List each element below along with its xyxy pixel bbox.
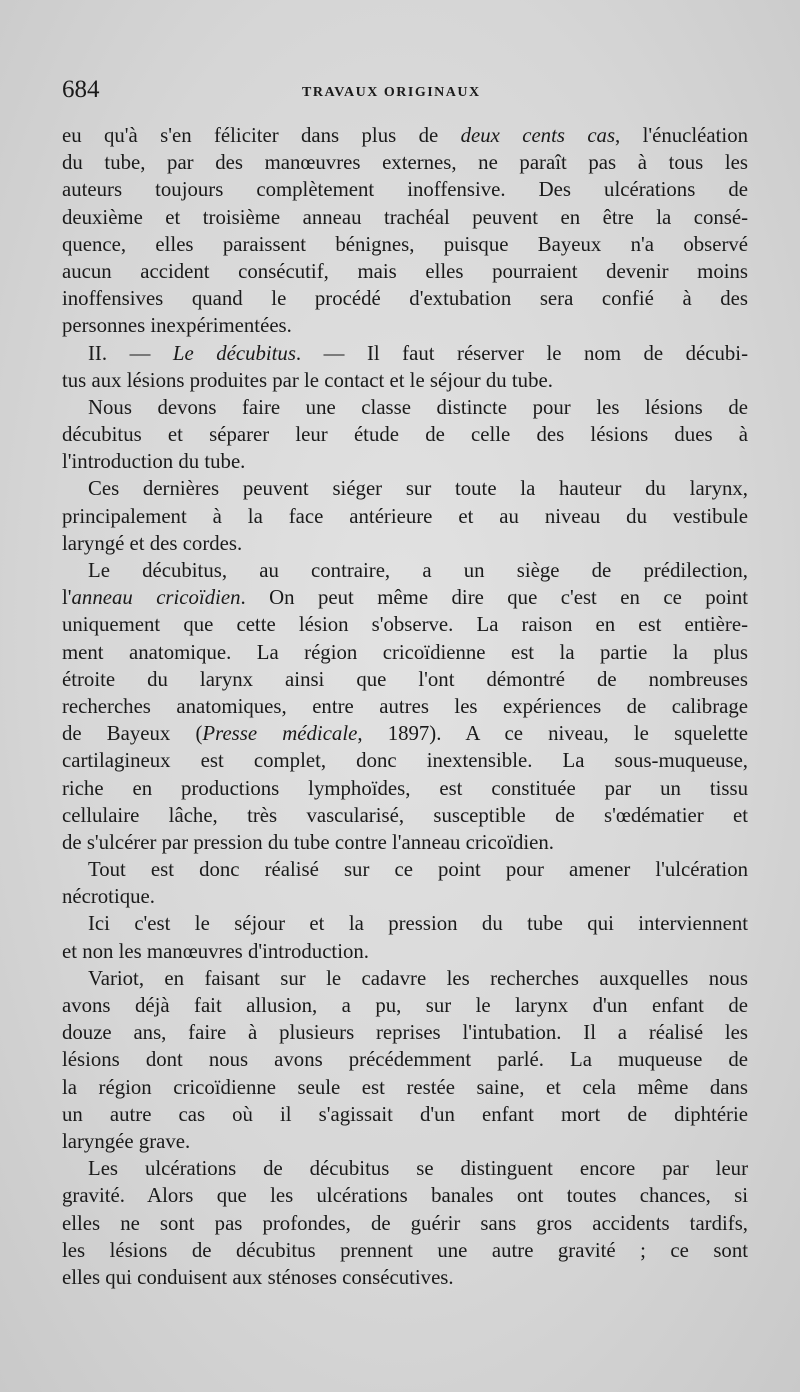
text-line (62, 829, 748, 856)
text-line (62, 475, 748, 502)
page-number: 684 (62, 76, 100, 103)
text-line (62, 1046, 748, 1073)
text-segment: cartilagineux est complet, donc inextensible. La sous-muqueuse, (62, 749, 748, 773)
text-line (62, 1128, 748, 1155)
text-segment: principalement à la face antérieure et au niveau du vestibule (62, 504, 748, 528)
text-segment: uniquement que cette lésion s'observe. La raison en est entière- (62, 613, 748, 637)
text-line (62, 421, 748, 448)
text-line (62, 883, 748, 910)
text-line (62, 204, 748, 231)
italic-text: Le décubitus (172, 341, 296, 365)
text-line (62, 1237, 748, 1264)
text-line (62, 938, 748, 965)
text-segment: II. — (88, 341, 173, 365)
text-segment: eu qu'à s'en féliciter dans plus de (62, 124, 461, 147)
text-line (62, 1264, 748, 1291)
text-segment: la région cricoïdienne seule est restée saine, et cela même dans (62, 1075, 748, 1099)
text-line (62, 1155, 748, 1182)
text-segment: , l'énucléation (615, 124, 748, 147)
text-line (62, 149, 748, 176)
text-segment: nécrotique. (62, 885, 155, 909)
text-line (62, 747, 748, 774)
text-segment: recherches anatomiques, entre autres les expériences de calibrage (62, 694, 748, 718)
text-segment: riche en productions lymphoïdes, est constituée par un tissu (62, 776, 748, 800)
text-line (62, 584, 748, 611)
text-segment: tus aux lésions produites par le contact et le séjour du tube. (62, 368, 553, 392)
text-segment: un autre cas où il s'agissait d'un enfant mort de diphtérie (62, 1102, 748, 1126)
text-segment: lésions dont nous avons précédemment parlé. La muqueuse de (62, 1048, 748, 1072)
text-segment: aucun accident consécutif, mais elles pourraient devenir moins (62, 259, 748, 283)
text-segment: auteurs toujours complètement inoffensive. Des ulcérations de (62, 178, 748, 202)
text-line (62, 1210, 748, 1237)
text-segment: , 1897). A ce niveau, le squelette (357, 722, 748, 746)
text-line (62, 693, 748, 720)
text-segment: cellulaire lâche, très vascularisé, susceptible de s'œdématier et (62, 803, 748, 827)
text-line (62, 1101, 748, 1128)
text-segment: et non les manœuvres d'introduction. (62, 939, 369, 963)
text-segment: elles qui conduisent aux sténoses consécutives. (62, 1265, 454, 1289)
text-line (62, 503, 748, 530)
text-segment: douze ans, faire à plusieurs reprises l'intubation. Il a réalisé les (62, 1021, 748, 1045)
text-line (62, 639, 748, 666)
text-line (62, 285, 748, 312)
text-segment: de Bayeux ( (62, 722, 203, 746)
text-segment: gravité. Alors que les ulcérations banales ont toutes chances, si (62, 1184, 748, 1208)
text-segment: laryngé et des cordes. (62, 531, 243, 555)
text-segment: elles ne sont pas profondes, de guérir sans gros accidents tardifs, (62, 1211, 748, 1235)
text-line (62, 530, 748, 557)
text-line (62, 611, 748, 638)
text-line (62, 394, 748, 421)
text-line (62, 992, 748, 1019)
text-segment: ment anatomique. La région cricoïdienne est la partie la plus (62, 640, 748, 664)
text-line (62, 367, 748, 394)
text-line (62, 231, 748, 258)
text-segment: Variot, en faisant sur le cadavre les recherches auxquelles nous (88, 966, 748, 990)
text-line (62, 802, 748, 829)
text-segment: Tout est donc réalisé sur ce point pour amener l'ulcération (88, 858, 748, 882)
text-segment: l' (62, 586, 72, 610)
text-segment: . On peut même dire que c'est en ce point (240, 586, 748, 610)
text-segment: Nous devons faire une classe distincte pour les lésions de (88, 395, 748, 419)
text-segment: Ici c'est le séjour et la pression du tube qui interviennent (88, 912, 748, 936)
text-segment: étroite du larynx ainsi que l'ont démontré de nombreuses (62, 667, 748, 691)
text-segment: . — Il faut réserver le nom de décubi- (295, 341, 749, 365)
text-segment: décubitus et séparer leur étude de celle des lésions dues à (62, 423, 748, 447)
text-segment: du tube, par des manœuvres externes, ne paraît pas à tous les (62, 151, 748, 175)
text-segment: Les ulcérations de décubitus se distinguent encore par leur (88, 1157, 748, 1181)
text-line (62, 1074, 748, 1101)
text-line (62, 1019, 748, 1046)
text-segment: personnes inexpérimentées. (62, 314, 292, 338)
text-line (62, 340, 748, 367)
text-line (62, 557, 748, 584)
text-segment: Le décubitus, au contraire, a un siège de prédilection, (88, 559, 748, 582)
text-line (62, 666, 748, 693)
text-line (62, 775, 748, 802)
text-segment: quence, elles paraissent bénignes, puisque Bayeux n'a observé (62, 232, 748, 256)
running-head (62, 76, 762, 106)
text-line (62, 312, 748, 339)
text-line (62, 910, 748, 937)
text-segment: deuxième et troisième anneau trachéal peuvent en être la consé- (62, 205, 748, 229)
text-segment: laryngée grave. (62, 1129, 191, 1153)
text-line (62, 122, 748, 149)
text-segment: inoffensives quand le procédé d'extubation sera confié à des (62, 287, 748, 311)
text-line (62, 448, 748, 475)
text-line (62, 258, 748, 285)
text-segment: Ces dernières peuvent siéger sur toute la hauteur du larynx, (88, 477, 748, 501)
italic-text: Presse médicale (202, 722, 358, 746)
italic-text: anneau cricoïdien (71, 586, 241, 610)
text-segment: avons déjà fait allusion, a pu, sur le larynx d'un enfant de (62, 994, 748, 1017)
text-line (62, 856, 748, 883)
running-title: TRAVAUX ORIGINAUX (302, 85, 481, 100)
text-line (62, 1182, 748, 1209)
text-line (62, 720, 748, 747)
text-line (62, 176, 748, 203)
body-text (62, 122, 748, 1291)
italic-text: deux cents cas (460, 124, 616, 147)
text-segment: les lésions de décubitus prennent une autre gravité ; ce sont (62, 1238, 748, 1262)
text-segment: l'introduction du tube. (62, 450, 246, 474)
text-line (62, 965, 748, 992)
text-segment: de s'ulcérer par pression du tube contre l'anneau cricoïdien. (62, 830, 554, 854)
